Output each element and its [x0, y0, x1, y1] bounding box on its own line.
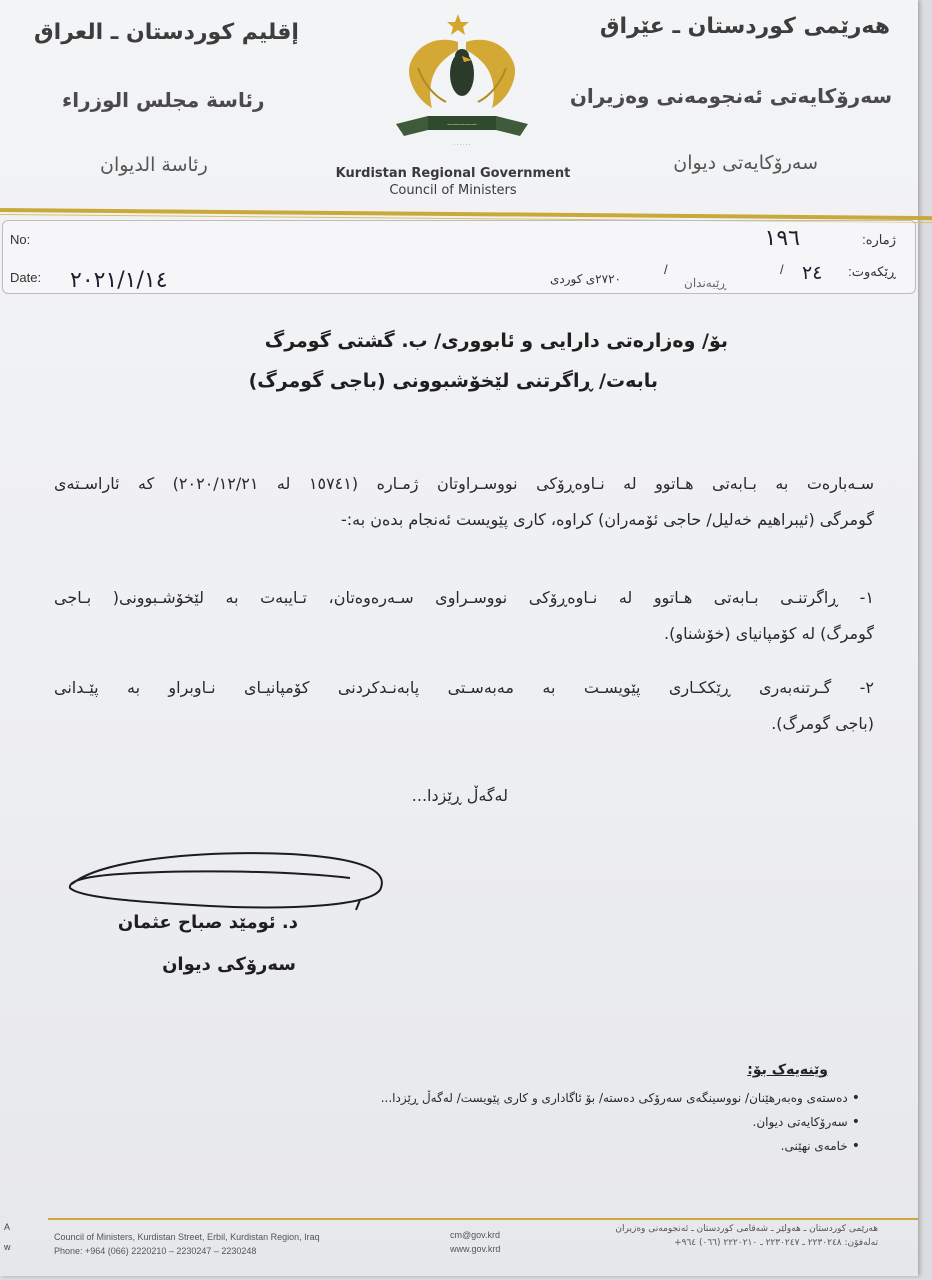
cc-item: • سەرۆکایەتی دیوان.: [240, 1110, 860, 1134]
date-label-ku: ڕێکەوت:: [848, 264, 896, 279]
date-ku-month: ڕێبەندان: [684, 276, 727, 290]
kurdistan-emblem-icon: [388, 12, 536, 152]
cc-list: [240, 1086, 860, 1158]
svg-text:· · · · · ·: · · · · · ·: [453, 142, 471, 148]
list-item-2-line-1: ٢- گـرتنەبەری ڕێککـاری پێویسـت بە مەبەسـتی پابەنـدکردنی کۆمپانیـای نـاوبراو بە پێـدانی: [54, 678, 874, 697]
no-label: No:: [10, 232, 31, 247]
header-council-ku: سەرۆکایەتی ئەنجومەنی وەزیران: [569, 84, 892, 108]
paragraph-intro-line-2: گومرگی (ئیبراهیم خەلیل/ حاجی ئۆمەران) کراوە، کاری پێویست ئەنجام بدەن بە:-: [341, 510, 874, 529]
date-label: Date:: [10, 270, 42, 285]
header-council-ar: رئاسة مجلس الوزراء: [62, 88, 265, 112]
krg-title: Kurdistan Regional Government: [335, 166, 571, 181]
closing-greeting: لەگەڵ ڕێزدا...: [411, 786, 508, 805]
footer-address-ku: هەرێمی کوردستان ـ هەولێر ـ شەقامی کوردستان ـ ئەنجومەنی وەزیران: [615, 1224, 878, 1234]
krg-subtitle: Council of Ministers: [389, 183, 517, 198]
letter-subject: بابەت/ ڕاگرتنی لێخۆشبوونی (باجی گومرگ): [248, 370, 658, 392]
cc-item: • خامەی نهێنی.: [240, 1134, 860, 1158]
footer-phone-ku: تەلەفۆن: ٢٢٣٠٢٤٨ ـ ٢٢٣٠٢٤٧ ـ ٢٢٢٠٢١٠ (٠٦٦) ٩٦٤+: [674, 1238, 878, 1248]
reference-date: ٢٠٢١/١/١٤: [70, 268, 168, 293]
list-item-2: [54, 670, 874, 742]
date-sep-1: /: [780, 262, 784, 277]
footer-phone-en: Phone: +964 (066) 2220210 – 2230247 – 2230248: [54, 1246, 257, 1256]
letter-recipient: بۆ/ وەزارەتی دارایی و ئابووری/ ب. گشتی گومرگ: [264, 330, 728, 352]
list-item-2-line-2: (باجی گومرگ).: [771, 714, 874, 733]
header-diwan-ar: رئاسة الديوان: [100, 154, 208, 176]
list-item-1-line-2: گومرگ) لە کۆمپانیای (خۆشناو).: [664, 624, 874, 643]
date-ku-year: ٢٧٢٠ی کوردی: [550, 272, 621, 286]
signer-title: سەرۆکی دیوان: [162, 954, 296, 975]
number-label-ku: ژمارە:: [862, 232, 896, 247]
cc-title: وێنەیەک بۆ:: [747, 1062, 828, 1078]
footer-web: [450, 1228, 500, 1256]
footer-email[interactable]: cm@gov.krd: [450, 1230, 500, 1240]
edge-mark: w: [4, 1242, 11, 1252]
footer-contact-en: [54, 1230, 320, 1258]
signer-name: د. ئومێد صباح عثمان: [117, 912, 298, 933]
footer-divider: [48, 1218, 918, 1220]
header-region-ku: هەرێمی کوردستان ـ عێراق: [599, 14, 890, 39]
cc-item: • دەستەی وەبەرهێنان/ نووسینگەی سەرۆکی دەستە/ بۆ ئاگاداری و کاری پێویست/ لەگەڵ ڕێزدا...: [240, 1086, 860, 1110]
date-ku-day: ٢٤: [802, 262, 823, 284]
paragraph-intro-line-1: سـەبارەت بە بـابەتی هـاتوو لە نـاوەڕۆکی نووسـراوتان ژمـارە (١٥٧٤١ لە ٢٠٢٠/١٢/٢١) کە ئاراسـتەی: [54, 474, 875, 493]
krg-title-block: [318, 166, 588, 198]
svg-text:—————: —————: [447, 121, 477, 128]
footer-address-en: Council of Ministers, Kurdistan Street, Erbil, Kurdistan Region, Iraq: [54, 1232, 320, 1242]
list-item-1-line-1: ١- ڕاگرتنـی بـابەتی هـاتوو لە نـاوەڕۆکی نووسـراوی سـەرەوەتان، تـایبەت بە لێخۆشـبوونی( بـاجی: [54, 588, 874, 607]
edge-mark: A: [4, 1222, 11, 1232]
list-item-1: [54, 580, 874, 652]
header-region-ar: إقليم كوردستان ـ العراق: [34, 20, 299, 45]
paragraph-intro: [54, 466, 874, 538]
footer-contact-ku: [578, 1222, 878, 1250]
footer-website[interactable]: www.gov.krd: [450, 1244, 501, 1254]
date-sep-2: /: [664, 262, 668, 277]
reference-number: ١٩٦: [764, 226, 800, 251]
header-diwan-ku: سەرۆکایەتی دیوان: [673, 152, 818, 174]
